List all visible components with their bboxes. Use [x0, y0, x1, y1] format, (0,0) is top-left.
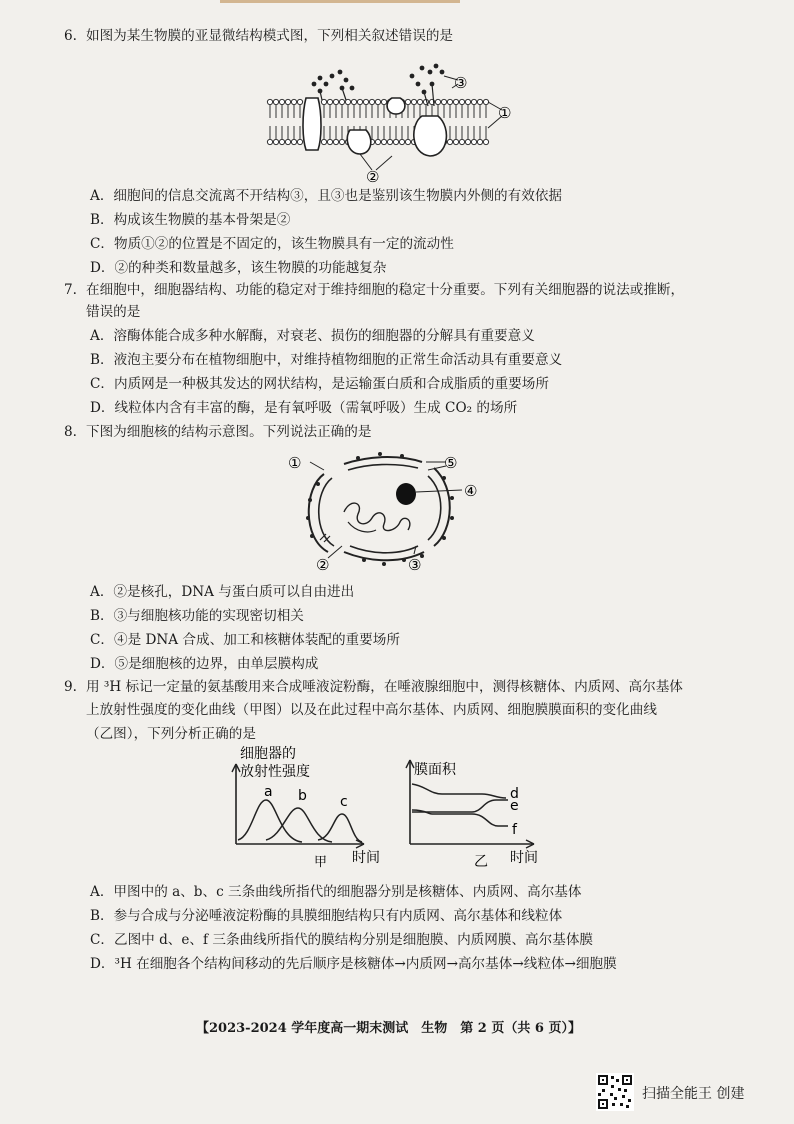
nucleolus [396, 483, 416, 505]
question-9-stem-cont2: （乙图），下列分析正确的是 [86, 726, 256, 742]
curve-b-label: b [298, 788, 307, 804]
jia-xlabel: 时间 [352, 850, 380, 866]
question-8-stem [64, 422, 371, 442]
label-1: ① [288, 454, 302, 472]
curve-c-label: c [340, 794, 348, 810]
leader-lines [310, 462, 462, 558]
label-1: ① [498, 104, 512, 122]
curve-a-label: a [264, 784, 273, 800]
yi-ylabel: 膜面积 [414, 762, 456, 778]
peripheral-protein [347, 130, 371, 154]
question-number: 9. [64, 679, 77, 695]
question-text: 用 ³H 标记一定量的氨基酸用来合成唾液淀粉酶，在唾液腺细胞中，测得核糖体、内质网、高尔基体 [86, 679, 683, 695]
question-number: 8. [64, 424, 77, 440]
question-7-stem-cont: 错误的是 [86, 304, 141, 320]
curve-a [238, 800, 302, 842]
question-6-stem [64, 26, 453, 46]
question-text: 在细胞中，细胞器结构、功能的稳定对于维持细胞的稳定十分重要。下列有关细胞器的说法或推断， [86, 282, 685, 298]
q9-option-c: C．乙图中 d、e、f 三条曲线所指代的膜结构分别是细胞膜、内质网膜、高尔基体膜 [90, 932, 594, 948]
label-5: ⑤ [444, 454, 458, 472]
jia-graph-name: 甲 [314, 855, 328, 870]
yi-xlabel: 时间 [510, 850, 538, 866]
question-9-stem [64, 677, 683, 697]
curve-d-label: d [510, 786, 519, 802]
graph-yi [402, 756, 550, 870]
question-9-stem-cont: 上放射性强度的变化曲线（甲图）以及在此过程中高尔基体、内质网、细胞膜膜面积的变化曲线 [86, 702, 657, 718]
curve-d [412, 784, 506, 798]
q6-option-a: A．细胞间的信息交流离不开结构③，且③也是鉴别该生物膜内外侧的有效依据 [90, 188, 563, 204]
yi-graph-name: 乙 [474, 854, 488, 870]
jia-ylabel-line2: 放射性强度 [240, 764, 310, 780]
phospholipid-heads-top [267, 99, 488, 118]
jia-ylabel-line1: 细胞器的 [240, 746, 296, 762]
curve-e-label: e [510, 798, 519, 814]
graph-jia [222, 744, 384, 870]
chromatin [344, 503, 410, 530]
surface-protein [387, 98, 405, 114]
q7-option-a: A．溶酶体能合成多种水解酶，对衰老、损伤的细胞器的分解具有重要意义 [90, 328, 535, 344]
curve-f-label: f [512, 822, 517, 838]
q7-option-c: C．内质网是一种极其发达的网状结构，是运输蛋白质和合成脂质的重要场所 [90, 376, 549, 392]
question-text: 下图为细胞核的结构示意图。下列说法正确的是 [86, 424, 372, 440]
q6-option-b: B．构成该生物膜的基本骨架是② [90, 212, 291, 228]
q7-option-d: D．线粒体内含有丰富的酶，是有氧呼吸（需氧呼吸）生成 CO₂ 的场所 [90, 400, 518, 416]
question-number: 7. [64, 282, 77, 298]
envelope-top [344, 457, 422, 464]
q8-option-b: B．③与细胞核功能的实现密切相关 [90, 608, 304, 624]
label-4: ④ [464, 482, 478, 500]
q9-option-b: B．参与合成与分泌唾液淀粉酶的具膜细胞结构只有内质网、高尔基体和线粒体 [90, 908, 563, 924]
top-edge-mark [220, 0, 460, 3]
glycoprotein-chains [312, 64, 445, 95]
question-7-stem [64, 280, 684, 300]
nucleus-diagram [284, 448, 494, 574]
label-2: ② [366, 168, 380, 186]
q8-option-a: A．②是核孔，DNA 与蛋白质可以自由进出 [90, 584, 355, 600]
label-3: ③ [454, 74, 468, 92]
envelope-right [434, 468, 450, 546]
q6-option-d: D．②的种类和数量越多，该生物膜的功能越复杂 [90, 260, 387, 276]
label-3: ③ [408, 556, 422, 574]
q8-option-d: D．⑤是细胞核的边界，由单层膜构成 [90, 656, 319, 672]
curve-e [412, 800, 508, 812]
embedded-protein [414, 116, 447, 156]
curve-c [318, 814, 362, 842]
q9-option-d: D．³H 在细胞各个结构间移动的先后顺序是核糖体→内质网→高尔基体→线粒体→细胞膜 [90, 956, 617, 972]
page-footer: 【2023-2024 学年度高一期末测试 生物 第 2 页（共 6 页）】 [196, 1021, 581, 1036]
q8-option-c: C．④是 DNA 合成、加工和核糖体装配的重要场所 [90, 632, 400, 648]
q6-option-c: C．物质①②的位置是不固定的，该生物膜具有一定的流动性 [90, 236, 454, 252]
q7-option-b: B．液泡主要分布在植物细胞中，对维持植物细胞的正常生命活动具有重要意义 [90, 352, 563, 368]
q9-option-a: A．甲图中的 a、b、c 三条曲线所指代的细胞器分别是核糖体、内质网、高尔基体 [90, 884, 582, 900]
phospholipid-heads-bottom [267, 126, 488, 145]
question-text: 如图为某生物膜的亚显微结构模式图，下列相关叙述错误的是 [86, 28, 454, 44]
membrane-diagram [262, 58, 524, 186]
qr-code-icon [596, 1073, 634, 1111]
label-2: ② [316, 556, 330, 574]
channel-protein [303, 98, 321, 150]
scanner-watermark: 扫描全能王 创建 [642, 1086, 745, 1102]
question-number: 6. [64, 28, 77, 44]
